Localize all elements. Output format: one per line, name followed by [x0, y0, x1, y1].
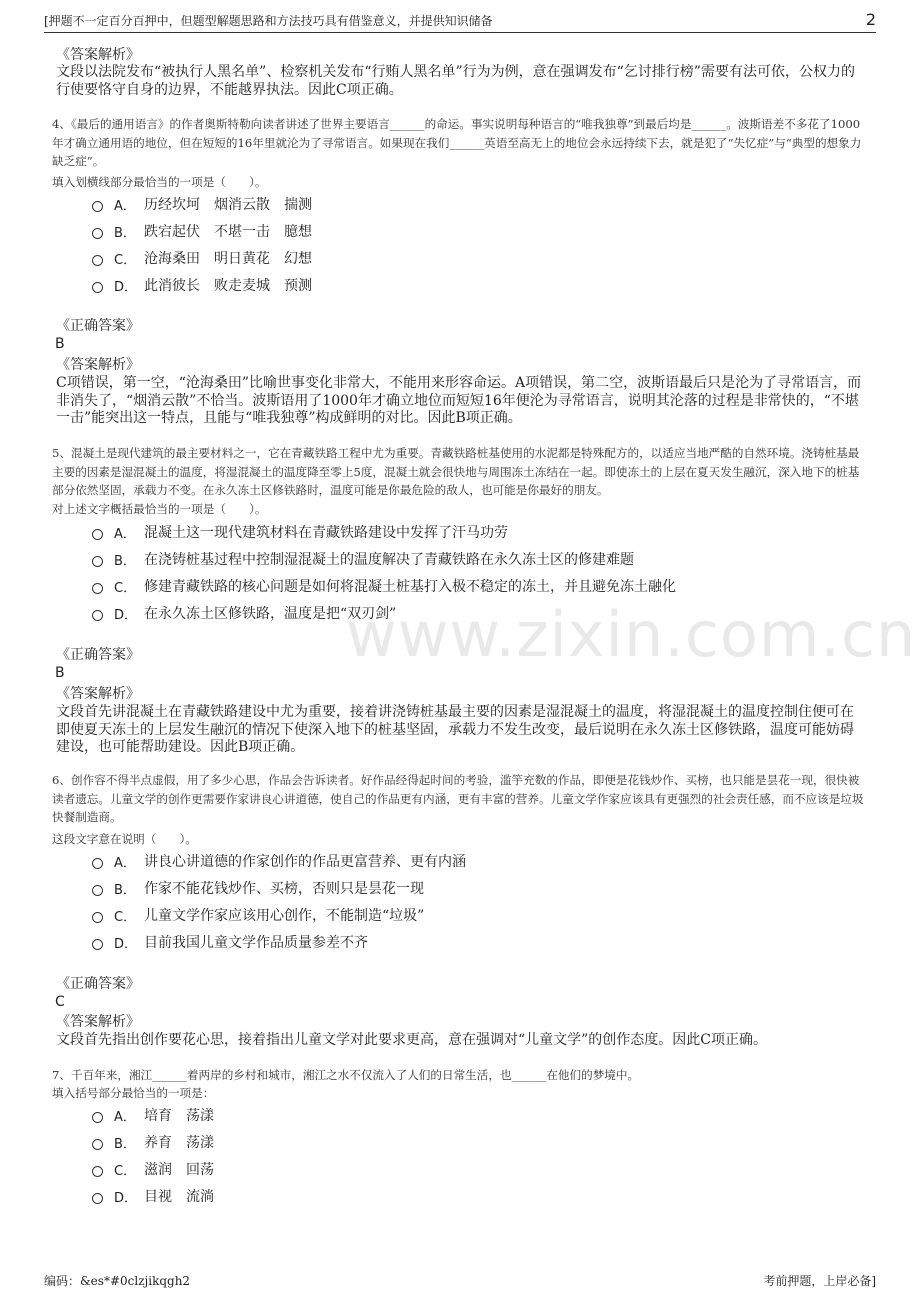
radio-icon[interactable]: [92, 556, 103, 567]
analysis-label: 《答案解析》: [56, 686, 140, 702]
analysis-text: 文段以法院发布“被执行人黑名单”、检察机关发布“行贿人黑名单”行为为例，意在强调发布“乞讨排行榜”需要有法可依，公权力的行使要恪守自身的边界，不能越界执法。因此C项正确。: [56, 64, 855, 98]
radio-icon[interactable]: [92, 282, 103, 293]
question-4-stem: 4、《最后的通用语言》的作者奥斯特勒向读者讲述了世界主要语言______的命运。事实说明每种语言的“唯我独尊”到最后均是______。波斯语差不多花了1000年才确立通用语的地位，但在短短的16年里就沦为了寻常语言。如果现在我们______英语至高无上的地位会永远持续下去，就是犯了“失忆症”与“典型的想象力缺乏症”。: [52, 117, 862, 169]
watermark: www.zixin.com.cn: [346, 598, 917, 671]
correct-answer-label: 《正确答案》: [56, 976, 140, 992]
radio-icon[interactable]: [92, 939, 103, 950]
radio-icon[interactable]: [92, 255, 103, 266]
question-5-stem: 5、混凝土是现代建筑的最主要材料之一，它在青藏铁路工程中尤为重要。青藏铁路桩基使用的水泥都是特殊配方的，以适应当地严酷的自然环境。浇铸桩基最主要的因素是湿混凝土的温度，将湿混凝土的温度降至零上5度，混凝土就会很快地与周围冻土冻结在一起。即使冻土的上层在夏天发生融沉，深入地下的桩基部分依然坚固，承载力不变。在永久冻土区修铁路时，温度可能是你最危险的敌人，也可能是你最好的朋友。: [52, 446, 860, 498]
header-text: [押题不一定百分百押中，但题型解题思路和方法技巧具有借鉴意义，并提供知识储备: [44, 14, 493, 28]
radio-icon[interactable]: [92, 1193, 103, 1204]
question-7-stem: 7、千百年来，湘江______着两岸的乡村和城市，湘江之水不仅流入了人们的日常生活，也______在他们的梦境中。: [52, 1068, 640, 1082]
q5-option-b[interactable]: B． 在浇铸桩基过程中控制湿混凝土的温度解决了青藏铁路在永久冻土区的修建难题: [92, 547, 634, 571]
radio-icon[interactable]: [92, 1112, 103, 1123]
question-4-prompt: 填入划横线部分最恰当的一项是（ ）。: [52, 175, 267, 189]
analysis-label: 《答案解析》: [56, 1014, 140, 1030]
radio-icon[interactable]: [92, 228, 103, 239]
q5-option-d[interactable]: D． 在永久冻土区修铁路，温度是把“双刃剑”: [92, 601, 396, 625]
page-header: [44, 12, 876, 33]
q5-option-c[interactable]: C． 修建青藏铁路的核心问题是如何将混凝土桩基打入极不稳定的冻土，并且避免冻土融化: [92, 574, 676, 598]
correct-answer-label: 《正确答案》: [56, 318, 140, 334]
radio-icon[interactable]: [92, 912, 103, 923]
q7-option-d[interactable]: D． 目视 流淌: [92, 1184, 214, 1208]
correct-answer: B: [55, 336, 65, 352]
page-number: 2: [865, 10, 876, 29]
q4-option-a[interactable]: A． 历经坎坷 烟消云散 揣测: [92, 192, 312, 216]
q7-option-b[interactable]: B． 养育 荡漾: [92, 1130, 214, 1154]
q4-option-c[interactable]: C． 沧海桑田 明日黄花 幻想: [92, 246, 312, 270]
q4-option-d[interactable]: D． 此消彼长 败走麦城 预测: [92, 273, 312, 297]
correct-answer-label: 《正确答案》: [56, 647, 140, 663]
radio-icon[interactable]: [92, 610, 103, 621]
analysis-label: 《答案解析》: [56, 357, 140, 373]
correct-answer: C: [55, 994, 65, 1010]
q6-option-d[interactable]: D． 目前我国儿童文学作品质量参差不齐: [92, 930, 368, 954]
analysis-text: 文段首先讲混凝土在青藏铁路建设中尤为重要，接着讲浇铸桩基最主要的因素是湿混凝土的温度，将湿混凝土的温度控制住便可在即使夏天冻土的上层发生融沉的情况下使深入地下的桩基坚固，承载力不发生改变，最后说明在永久冻土区修铁路，温度可能妨碍建设，也可能帮助建设。因此B项正确。: [56, 704, 854, 755]
q6-option-b[interactable]: B． 作家不能花钱炒作、买榜，否则只是昙花一现: [92, 876, 424, 900]
footer-slogan: 考前押题，上岸必备]: [763, 1274, 876, 1288]
question-5-prompt: 对上述文字概括最恰当的一项是（ ）。: [52, 502, 267, 516]
footer-code: 编码：&es*#0clzjikqgh2: [44, 1274, 191, 1288]
analysis-text: C项错误，第一空，“沧海桑田”比喻世事变化非常大，不能用来形容命运。A项错误，第二空，波斯语最后只是沦为了寻常语言，而非消失了，“烟消云散”不恰当。波斯语用了1000年才确立地位而短短16年便沦为寻常语言，说明其沦落的过程是非常快的，“不堪一击”能突出这一特点，且能与“唯我独尊”构成鲜明的对比。因此B项正确。: [56, 375, 862, 426]
analysis-text: 文段首先指出创作要花心思，接着指出儿童文学对此要求更高，意在强调对“儿童文学”的创作态度。因此C项正确。: [56, 1032, 768, 1048]
q6-option-a[interactable]: A． 讲良心讲道德的作家创作的作品更富营养、更有内涵: [92, 849, 466, 873]
correct-answer: B: [55, 665, 65, 681]
radio-icon[interactable]: [92, 201, 103, 212]
radio-icon[interactable]: [92, 529, 103, 540]
radio-icon[interactable]: [92, 858, 103, 869]
radio-icon[interactable]: [92, 1139, 103, 1150]
q7-option-a[interactable]: A． 培育 荡漾: [92, 1103, 214, 1127]
q7-option-c[interactable]: C． 滋润 回荡: [92, 1157, 214, 1181]
radio-icon[interactable]: [92, 583, 103, 594]
radio-icon[interactable]: [92, 885, 103, 896]
question-6-stem: 6、创作容不得半点虚假，用了多少心思，作品会告诉读者。好作品经得起时间的考验，滥竽充数的作品，即便是花钱炒作、买榜，也只能是昙花一现，很快被读者遗忘。儿童文学的创作更需要作家讲良心讲道德，使自己的作品更有内涵，更有丰富的营养。儿童文学作家应该具有更强烈的社会责任感，而不应该是垃圾快餐制造商。: [52, 773, 864, 825]
q5-option-a[interactable]: A． 混凝土这一现代建筑材料在青藏铁路建设中发挥了汗马功劳: [92, 520, 508, 544]
q4-option-b[interactable]: B． 跌宕起伏 不堪一击 臆想: [92, 219, 312, 243]
question-6-prompt: 这段文字意在说明（ ）。: [52, 832, 197, 846]
q6-option-c[interactable]: C． 儿童文学作家应该用心创作，不能制造“垃圾”: [92, 903, 424, 927]
analysis-label: 《答案解析》: [56, 47, 140, 63]
radio-icon[interactable]: [92, 1166, 103, 1177]
question-7-prompt: 填入括号部分最恰当的一项是：: [52, 1086, 215, 1100]
